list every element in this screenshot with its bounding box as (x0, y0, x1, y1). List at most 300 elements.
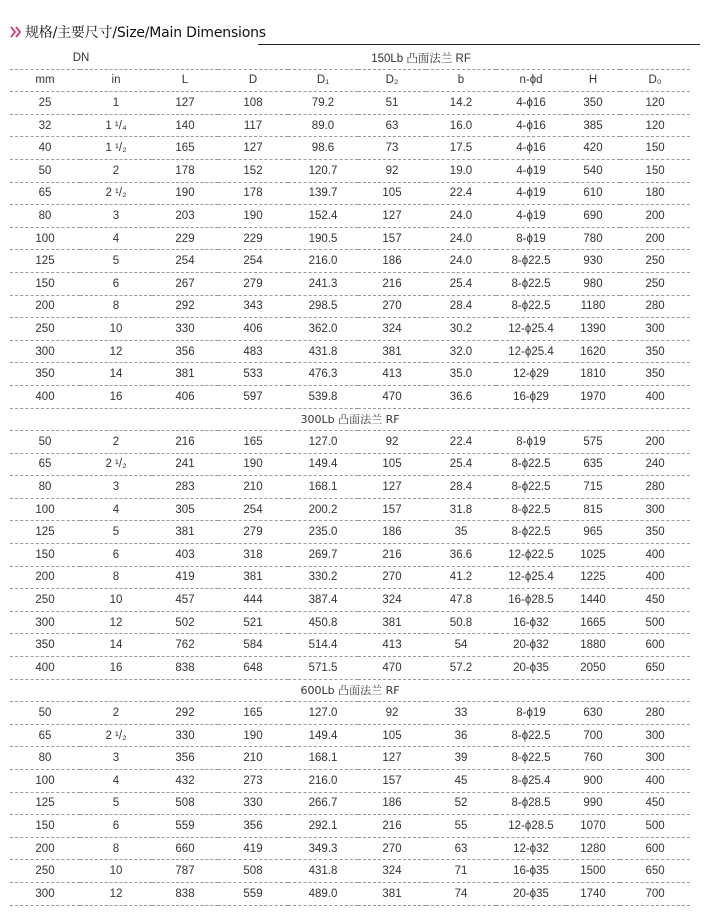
cell-L: 216 (152, 431, 218, 454)
cell-in: 5 (80, 792, 152, 815)
cell-D0: 280 (620, 702, 690, 725)
cell-n-d: 8-ϕ22.5 (496, 272, 566, 295)
cell-D: 108 (218, 92, 288, 115)
cell-b: 30.2 (426, 318, 496, 341)
cell-D0: 280 (620, 476, 690, 499)
cell-mm: 150 (10, 272, 80, 295)
table-row (10, 453, 690, 476)
cell-D: 127 (218, 137, 288, 160)
cell-L: 508 (152, 792, 218, 815)
table-row (10, 385, 690, 408)
cell-D: 210 (218, 747, 288, 770)
cell-D: 254 (218, 498, 288, 521)
cell-D2: 127 (358, 747, 426, 770)
cell-L: 356 (152, 340, 218, 363)
cell-in: 1 ¹/₂ (80, 137, 152, 160)
cell-D2: 381 (358, 882, 426, 905)
cell-b: 36.6 (426, 385, 496, 408)
cell-H: 635 (566, 453, 620, 476)
table-row (10, 611, 690, 634)
cell-H: 575 (566, 431, 620, 454)
cell-L: 178 (152, 159, 218, 182)
cell-in: 2 ¹/₂ (80, 182, 152, 205)
cell-b: 57.2 (426, 657, 496, 680)
cell-b: 36.6 (426, 544, 496, 567)
cell-D2: 186 (358, 792, 426, 815)
cell-D2: 324 (358, 860, 426, 883)
col-header-L: L (152, 69, 218, 92)
table-row (10, 498, 690, 521)
cell-in: 6 (80, 272, 152, 295)
cell-in: 4 (80, 770, 152, 793)
cell-H: 1390 (566, 318, 620, 341)
cell-D1: 362.0 (288, 318, 358, 341)
title-divider (258, 44, 700, 45)
cell-L: 838 (152, 657, 218, 680)
cell-n-d: 8-ϕ19 (496, 227, 566, 250)
cell-mm: 125 (10, 250, 80, 273)
table-row (10, 770, 690, 793)
cell-L: 305 (152, 498, 218, 521)
cell-b: 71 (426, 860, 496, 883)
cell-H: 1440 (566, 589, 620, 612)
double-chevron-right-icon (10, 25, 22, 39)
cell-D0: 280 (620, 295, 690, 318)
cell-L: 254 (152, 250, 218, 273)
col-header-D0: D₀ (620, 69, 690, 92)
cell-D0: 200 (620, 205, 690, 228)
cell-L: 381 (152, 521, 218, 544)
cell-H: 1070 (566, 815, 620, 838)
cell-in: 5 (80, 250, 152, 273)
cell-D2: 63 (358, 114, 426, 137)
cell-L: 403 (152, 544, 218, 567)
cell-D: 279 (218, 272, 288, 295)
table-row (10, 227, 690, 250)
cell-n-d: 8-ϕ22.5 (496, 453, 566, 476)
cell-mm: 200 (10, 566, 80, 589)
cell-n-d: 12-ϕ25.4 (496, 566, 566, 589)
cell-b: 19.0 (426, 159, 496, 182)
cell-n-d: 4-ϕ16 (496, 92, 566, 115)
cell-mm: 400 (10, 385, 80, 408)
cell-D0: 240 (620, 453, 690, 476)
cell-H: 630 (566, 702, 620, 725)
cell-H: 815 (566, 498, 620, 521)
cell-D0: 150 (620, 137, 690, 160)
cell-n-d: 4-ϕ19 (496, 205, 566, 228)
col-header-D: D (218, 69, 288, 92)
cell-D2: 92 (358, 159, 426, 182)
cell-D0: 250 (620, 272, 690, 295)
table-row (10, 792, 690, 815)
cell-mm: 65 (10, 182, 80, 205)
cell-L: 419 (152, 566, 218, 589)
cell-mm: 150 (10, 544, 80, 567)
cell-D0: 650 (620, 657, 690, 680)
cell-D1: 149.4 (288, 724, 358, 747)
cell-H: 1180 (566, 295, 620, 318)
cell-L: 140 (152, 114, 218, 137)
cell-D0: 300 (620, 724, 690, 747)
cell-D: 648 (218, 657, 288, 680)
cell-in: 3 (80, 205, 152, 228)
cell-D0: 300 (620, 318, 690, 341)
cell-in: 12 (80, 882, 152, 905)
cell-H: 700 (566, 724, 620, 747)
header-row-top (10, 47, 690, 69)
cell-D1: 89.0 (288, 114, 358, 137)
cell-n-d: 12-ϕ32 (496, 837, 566, 860)
cell-in: 2 (80, 159, 152, 182)
dn-header: DN (10, 47, 152, 69)
cell-n-d: 20-ϕ35 (496, 882, 566, 905)
table-row (10, 137, 690, 160)
cell-D2: 92 (358, 702, 426, 725)
cell-b: 24.0 (426, 250, 496, 273)
table-row (10, 431, 690, 454)
cell-L: 660 (152, 837, 218, 860)
table-row (10, 250, 690, 273)
cell-D0: 350 (620, 340, 690, 363)
cell-D1: 120.7 (288, 159, 358, 182)
section-title: 600Lb 凸面法兰 RF (10, 679, 690, 702)
cell-L: 292 (152, 295, 218, 318)
cell-L: 283 (152, 476, 218, 499)
section-title-bar (10, 22, 266, 42)
cell-n-d: 16-ϕ35 (496, 860, 566, 883)
cell-mm: 250 (10, 860, 80, 883)
section-title-row (10, 679, 690, 702)
cell-H: 965 (566, 521, 620, 544)
cell-H: 1880 (566, 634, 620, 657)
cell-D2: 470 (358, 657, 426, 680)
cell-D: 165 (218, 431, 288, 454)
cell-n-d: 4-ϕ16 (496, 137, 566, 160)
table-row (10, 882, 690, 905)
table-row (10, 182, 690, 205)
cell-b: 63 (426, 837, 496, 860)
cell-L: 356 (152, 747, 218, 770)
cell-D: 533 (218, 363, 288, 386)
cell-n-d: 8-ϕ28.5 (496, 792, 566, 815)
cell-in: 6 (80, 815, 152, 838)
cell-D: 597 (218, 385, 288, 408)
table-row (10, 205, 690, 228)
cell-D1: 127.0 (288, 431, 358, 454)
cell-in: 3 (80, 747, 152, 770)
cell-D1: 476.3 (288, 363, 358, 386)
cell-D2: 73 (358, 137, 426, 160)
cell-n-d: 12-ϕ25.4 (496, 340, 566, 363)
cell-H: 930 (566, 250, 620, 273)
cell-b: 17.5 (426, 137, 496, 160)
cell-D0: 180 (620, 182, 690, 205)
cell-mm: 65 (10, 724, 80, 747)
cell-in: 3 (80, 476, 152, 499)
cell-n-d: 8-ϕ22.5 (496, 476, 566, 499)
cell-mm: 200 (10, 295, 80, 318)
cell-b: 50.8 (426, 611, 496, 634)
cell-D2: 270 (358, 566, 426, 589)
cell-n-d: 12-ϕ29 (496, 363, 566, 386)
cell-D0: 600 (620, 837, 690, 860)
cell-D2: 381 (358, 611, 426, 634)
cell-D2: 413 (358, 363, 426, 386)
cell-D1: 235.0 (288, 521, 358, 544)
cell-b: 41.2 (426, 566, 496, 589)
cell-L: 330 (152, 724, 218, 747)
cell-b: 31.8 (426, 498, 496, 521)
cell-H: 690 (566, 205, 620, 228)
cell-in: 16 (80, 385, 152, 408)
table-row (10, 159, 690, 182)
col-header-mm: mm (10, 69, 80, 92)
cell-D0: 120 (620, 92, 690, 115)
cell-D0: 500 (620, 611, 690, 634)
table-row (10, 634, 690, 657)
cell-L: 432 (152, 770, 218, 793)
cell-D0: 650 (620, 860, 690, 883)
cell-D0: 150 (620, 159, 690, 182)
cell-n-d: 8-ϕ22.5 (496, 521, 566, 544)
cell-mm: 200 (10, 837, 80, 860)
cell-n-d: 4-ϕ19 (496, 159, 566, 182)
cell-mm: 400 (10, 657, 80, 680)
cell-n-d: 8-ϕ19 (496, 431, 566, 454)
cell-D2: 324 (358, 318, 426, 341)
cell-L: 203 (152, 205, 218, 228)
col-header-in: in (80, 69, 152, 92)
cell-D2: 186 (358, 521, 426, 544)
table-row (10, 272, 690, 295)
cell-n-d: 20-ϕ32 (496, 634, 566, 657)
cell-in: 1 ¹/₄ (80, 114, 152, 137)
cell-D2: 105 (358, 724, 426, 747)
cell-b: 28.4 (426, 295, 496, 318)
cell-L: 406 (152, 385, 218, 408)
cell-mm: 50 (10, 431, 80, 454)
cell-mm: 350 (10, 363, 80, 386)
cell-L: 559 (152, 815, 218, 838)
table-row (10, 544, 690, 567)
cell-H: 1810 (566, 363, 620, 386)
cell-mm: 50 (10, 702, 80, 725)
cell-D: 381 (218, 566, 288, 589)
cell-mm: 80 (10, 747, 80, 770)
cell-D0: 200 (620, 227, 690, 250)
cell-D1: 514.4 (288, 634, 358, 657)
cell-H: 990 (566, 792, 620, 815)
cell-L: 330 (152, 318, 218, 341)
cell-D1: 139.7 (288, 182, 358, 205)
cell-n-d: 8-ϕ22.5 (496, 747, 566, 770)
page-title: 规格/主要尺寸/Size/Main Dimensions (25, 25, 266, 41)
cell-H: 780 (566, 227, 620, 250)
table-row (10, 657, 690, 680)
table-row (10, 476, 690, 499)
cell-H: 1025 (566, 544, 620, 567)
cell-in: 5 (80, 521, 152, 544)
cell-D1: 168.1 (288, 476, 358, 499)
cell-D: 279 (218, 521, 288, 544)
cell-mm: 300 (10, 611, 80, 634)
cell-n-d: 16-ϕ29 (496, 385, 566, 408)
cell-in: 8 (80, 295, 152, 318)
cell-D2: 186 (358, 250, 426, 273)
cell-n-d: 8-ϕ22.5 (496, 498, 566, 521)
cell-H: 1620 (566, 340, 620, 363)
cell-L: 190 (152, 182, 218, 205)
cell-D2: 157 (358, 227, 426, 250)
cell-L: 229 (152, 227, 218, 250)
table-row (10, 566, 690, 589)
cell-n-d: 8-ϕ22.5 (496, 295, 566, 318)
cell-D1: 168.1 (288, 747, 358, 770)
section-title: 300Lb 凸面法兰 RF (10, 408, 690, 431)
table-row (10, 702, 690, 725)
cell-D: 521 (218, 611, 288, 634)
cell-D0: 250 (620, 250, 690, 273)
cell-D: 483 (218, 340, 288, 363)
cell-b: 14.2 (426, 92, 496, 115)
cell-mm: 65 (10, 453, 80, 476)
cell-H: 2050 (566, 657, 620, 680)
col-header-n-d: n-ϕd (496, 69, 566, 92)
cell-D1: 266.7 (288, 792, 358, 815)
cell-n-d: 16-ϕ28.5 (496, 589, 566, 612)
cell-in: 2 ¹/₂ (80, 453, 152, 476)
cell-mm: 250 (10, 589, 80, 612)
cell-in: 10 (80, 860, 152, 883)
cell-D0: 600 (620, 634, 690, 657)
cell-L: 165 (152, 137, 218, 160)
cell-D1: 216.0 (288, 250, 358, 273)
cell-D2: 51 (358, 92, 426, 115)
cell-D1: 349.3 (288, 837, 358, 860)
cell-D0: 300 (620, 498, 690, 521)
cell-D: 330 (218, 792, 288, 815)
cell-D2: 270 (358, 295, 426, 318)
cell-mm: 100 (10, 498, 80, 521)
cell-in: 8 (80, 566, 152, 589)
cell-L: 502 (152, 611, 218, 634)
cell-D2: 127 (358, 476, 426, 499)
cell-D1: 98.6 (288, 137, 358, 160)
cell-in: 1 (80, 92, 152, 115)
cell-mm: 300 (10, 340, 80, 363)
cell-b: 55 (426, 815, 496, 838)
cell-D2: 157 (358, 498, 426, 521)
cell-b: 74 (426, 882, 496, 905)
cell-L: 762 (152, 634, 218, 657)
cell-in: 12 (80, 611, 152, 634)
col-header-D1: D₁ (288, 69, 358, 92)
cell-b: 52 (426, 792, 496, 815)
cell-D2: 216 (358, 815, 426, 838)
cell-D: 210 (218, 476, 288, 499)
cell-D0: 400 (620, 566, 690, 589)
cell-D2: 270 (358, 837, 426, 860)
cell-D2: 105 (358, 453, 426, 476)
cell-L: 381 (152, 363, 218, 386)
cell-D1: 241.3 (288, 272, 358, 295)
section-title-row (10, 408, 690, 431)
cell-in: 4 (80, 498, 152, 521)
cell-mm: 350 (10, 634, 80, 657)
cell-D1: 450.8 (288, 611, 358, 634)
cell-mm: 125 (10, 792, 80, 815)
cell-mm: 80 (10, 205, 80, 228)
cell-mm: 25 (10, 92, 80, 115)
cell-H: 350 (566, 92, 620, 115)
cell-b: 28.4 (426, 476, 496, 499)
cell-D2: 127 (358, 205, 426, 228)
cell-b: 22.4 (426, 431, 496, 454)
cell-n-d: 4-ϕ16 (496, 114, 566, 137)
cell-D2: 324 (358, 589, 426, 612)
cell-D: 318 (218, 544, 288, 567)
cell-n-d: 8-ϕ22.5 (496, 724, 566, 747)
cell-n-d: 8-ϕ25.4 (496, 770, 566, 793)
cell-H: 980 (566, 272, 620, 295)
cell-b: 39 (426, 747, 496, 770)
table-row (10, 92, 690, 115)
cell-in: 4 (80, 227, 152, 250)
cell-L: 127 (152, 92, 218, 115)
cell-H: 900 (566, 770, 620, 793)
cell-D0: 450 (620, 792, 690, 815)
cell-D1: 216.0 (288, 770, 358, 793)
table-row (10, 837, 690, 860)
cell-D: 419 (218, 837, 288, 860)
cell-D0: 200 (620, 431, 690, 454)
table-row (10, 589, 690, 612)
cell-D: 273 (218, 770, 288, 793)
cell-L: 292 (152, 702, 218, 725)
cell-H: 1500 (566, 860, 620, 883)
cell-in: 12 (80, 340, 152, 363)
cell-in: 10 (80, 589, 152, 612)
cell-H: 1970 (566, 385, 620, 408)
cell-mm: 125 (10, 521, 80, 544)
cell-D1: 190.5 (288, 227, 358, 250)
cell-D: 559 (218, 882, 288, 905)
table-row (10, 114, 690, 137)
cell-n-d: 20-ϕ35 (496, 657, 566, 680)
cell-D2: 470 (358, 385, 426, 408)
cell-D0: 350 (620, 521, 690, 544)
cell-b: 54 (426, 634, 496, 657)
cell-b: 25.4 (426, 272, 496, 295)
cell-H: 1280 (566, 837, 620, 860)
cell-D0: 300 (620, 747, 690, 770)
cell-n-d: 4-ϕ19 (496, 182, 566, 205)
cell-in: 2 (80, 702, 152, 725)
cell-mm: 50 (10, 159, 80, 182)
cell-in: 2 (80, 431, 152, 454)
cell-b: 22.4 (426, 182, 496, 205)
cell-n-d: 8-ϕ22.5 (496, 250, 566, 273)
cell-H: 1665 (566, 611, 620, 634)
col-header-b: b (426, 69, 496, 92)
cell-in: 8 (80, 837, 152, 860)
series-header: 150Lb 凸面法兰 RF (152, 47, 690, 69)
cell-D2: 216 (358, 272, 426, 295)
cell-in: 14 (80, 634, 152, 657)
table-row (10, 815, 690, 838)
cell-D1: 539.8 (288, 385, 358, 408)
